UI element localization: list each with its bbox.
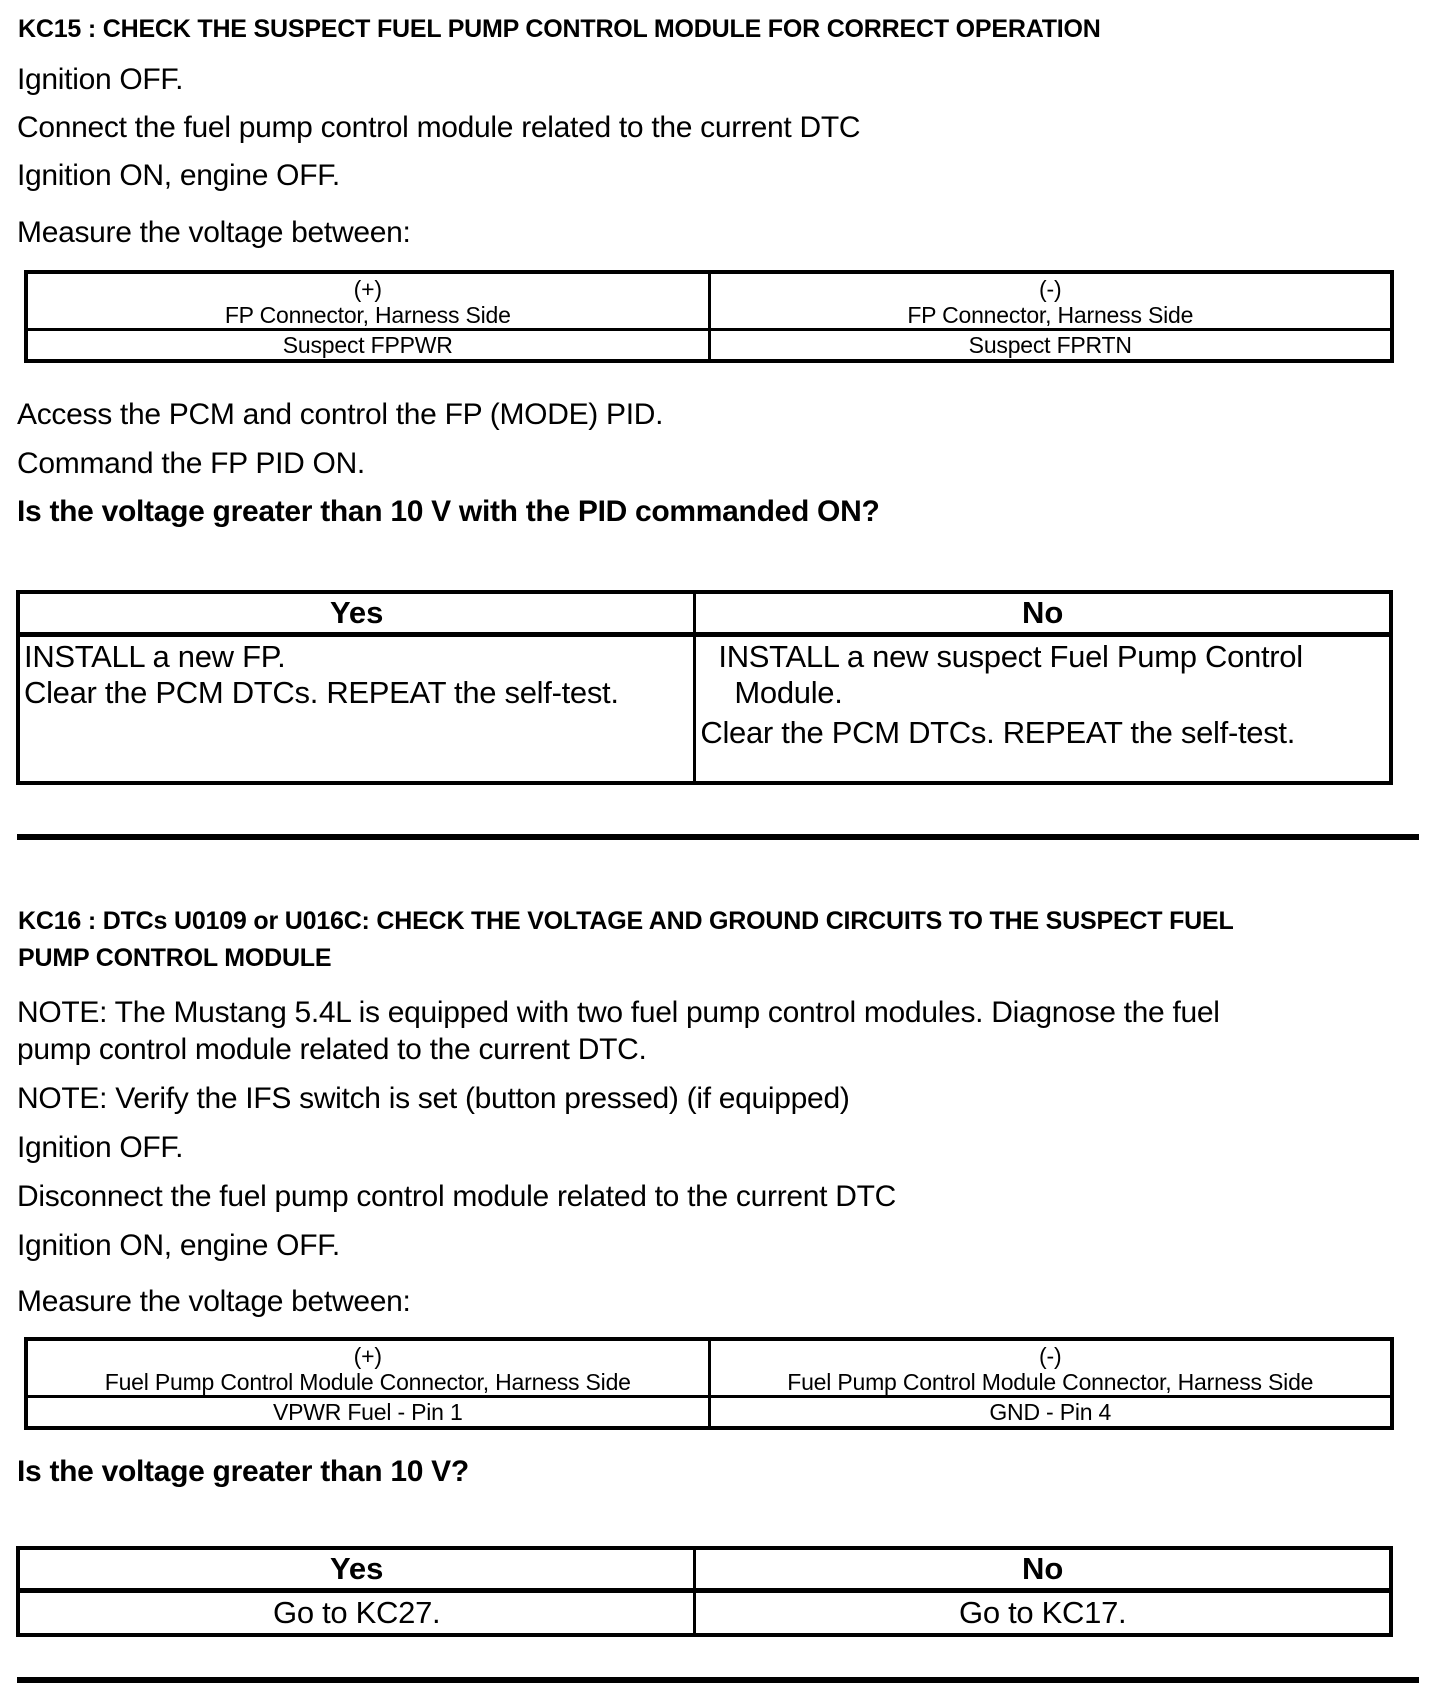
kc16-result-table bbox=[16, 1546, 1393, 1637]
kc15-question: Is the voltage greater than 10 V with the PID commanded ON? bbox=[17, 495, 880, 528]
positive-polarity: (+) bbox=[353, 1343, 382, 1369]
positive-circuit: Suspect FPPWR bbox=[26, 330, 709, 362]
kc15-measurement-table bbox=[24, 270, 1394, 363]
result-action-row bbox=[18, 1591, 1391, 1636]
section-divider bbox=[17, 1677, 1419, 1683]
measurement-value-row bbox=[26, 1397, 1392, 1429]
negative-circuit: Suspect FPRTN bbox=[709, 330, 1392, 362]
positive-probe-header bbox=[26, 272, 709, 330]
kc15-step-command-pid: Command the FP PID ON. bbox=[17, 447, 365, 480]
result-action-row bbox=[18, 635, 1391, 784]
negative-probe-header bbox=[709, 1339, 1392, 1397]
kc15-step-ignition-on: Ignition ON, engine OFF. bbox=[17, 159, 340, 192]
kc15-step-access-pcm: Access the PCM and control the FP (MODE) PID. bbox=[17, 398, 664, 431]
no-action-cell bbox=[695, 635, 1391, 784]
measurement-value-row bbox=[26, 330, 1392, 362]
negative-probe-header bbox=[709, 272, 1392, 330]
kc15-step-connect-module: Connect the fuel pump control module related to the current DTC bbox=[17, 111, 861, 144]
no-action-cell: Go to KC17. bbox=[695, 1591, 1391, 1636]
kc16-step-ignition-off: Ignition OFF. bbox=[17, 1131, 184, 1164]
no-header: No bbox=[695, 1548, 1391, 1591]
measurement-header-row bbox=[26, 272, 1392, 330]
kc16-step-measure: Measure the voltage between: bbox=[17, 1285, 411, 1318]
positive-circuit: VPWR Fuel - Pin 1 bbox=[26, 1397, 709, 1429]
yes-header: Yes bbox=[18, 592, 695, 635]
negative-polarity: (-) bbox=[1039, 276, 1062, 302]
section-divider bbox=[17, 834, 1419, 840]
yes-action-cell: Go to KC27. bbox=[18, 1591, 695, 1636]
no-header: No bbox=[695, 592, 1391, 635]
positive-location: Fuel Pump Control Module Connector, Harness Side bbox=[104, 1369, 631, 1395]
positive-location: FP Connector, Harness Side bbox=[224, 302, 511, 328]
result-header-row bbox=[18, 592, 1391, 635]
yes-action-line: Clear the PCM DTCs. REPEAT the self-test. bbox=[24, 675, 619, 710]
negative-location: FP Connector, Harness Side bbox=[907, 302, 1194, 328]
kc16-step-disconnect-module: Disconnect the fuel pump control module related to the current DTC bbox=[17, 1180, 896, 1213]
kc16-measurement-table bbox=[24, 1337, 1394, 1430]
kc16-question: Is the voltage greater than 10 V? bbox=[17, 1455, 469, 1488]
negative-circuit: GND - Pin 4 bbox=[709, 1397, 1392, 1429]
kc15-step-measure: Measure the voltage between: bbox=[17, 216, 411, 249]
kc15-step-ignition-off: Ignition OFF. bbox=[17, 63, 184, 96]
yes-action-line: INSTALL a new FP. bbox=[24, 639, 286, 674]
kc16-note-mustang-line1: NOTE: The Mustang 5.4L is equipped with two fuel pump control modules. Diagnose the fuel bbox=[17, 996, 1220, 1029]
kc16-note-ifs-switch: NOTE: Verify the IFS switch is set (button pressed) (if equipped) bbox=[17, 1082, 850, 1115]
kc16-heading-line1: KC16 : DTCs U0109 or U016C: CHECK THE VOLTAGE AND GROUND CIRCUITS TO THE SUSPECT FUEL bbox=[18, 907, 1234, 935]
yes-header: Yes bbox=[18, 1548, 695, 1591]
kc15-heading: KC15 : CHECK THE SUSPECT FUEL PUMP CONTROL MODULE FOR CORRECT OPERATION bbox=[18, 15, 1101, 43]
no-action-line: INSTALL a new suspect Fuel Pump Control bbox=[718, 639, 1303, 674]
yes-action-cell bbox=[18, 635, 695, 784]
kc16-note-mustang-line2: pump control module related to the current DTC. bbox=[17, 1033, 647, 1066]
no-action-line: Clear the PCM DTCs. REPEAT the self-test. bbox=[700, 715, 1296, 750]
kc15-result-table bbox=[16, 590, 1393, 785]
no-action-line: Module. bbox=[734, 675, 843, 710]
positive-probe-header bbox=[26, 1339, 709, 1397]
negative-polarity: (-) bbox=[1039, 1343, 1062, 1369]
result-header-row bbox=[18, 1548, 1391, 1591]
kc16-step-ignition-on: Ignition ON, engine OFF. bbox=[17, 1229, 340, 1262]
negative-location: Fuel Pump Control Module Connector, Harness Side bbox=[787, 1369, 1314, 1395]
positive-polarity: (+) bbox=[353, 276, 382, 302]
kc16-heading-line2: PUMP CONTROL MODULE bbox=[18, 944, 332, 972]
measurement-header-row bbox=[26, 1339, 1392, 1397]
